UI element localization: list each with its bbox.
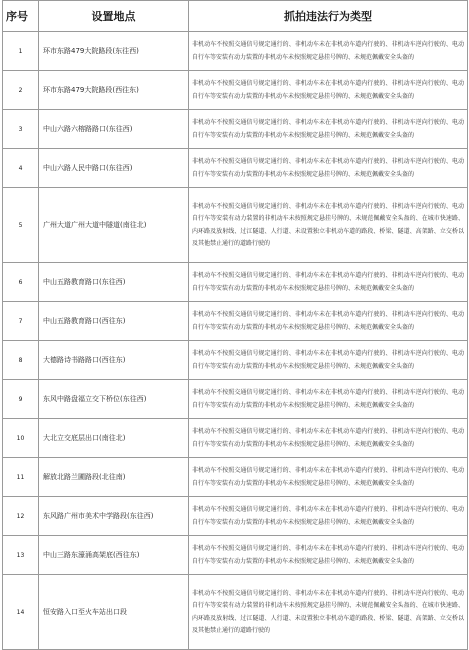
row-location: 东风路广州市美术中学路段(东往西) <box>39 497 189 536</box>
row-violation: 非机动车不按照交通信号规定通行的、非机动车未在非机动车道内行驶的、非机动车逆向行驶的、电动自行车等安装有动力装置的非机动车未按照规定悬挂号牌的、未规范佩戴安全头盔的 <box>189 149 468 188</box>
row-violation: 非机动车不按照交通信号规定通行的、非机动车未在非机动车道内行驶的、非机动车逆向行驶的、电动自行车等安装有动力装置的非机动车未按照规定悬挂号牌的、未规范佩戴安全头盔的 <box>189 536 468 575</box>
row-location: 环市东路479大院路段(东往西) <box>39 32 189 71</box>
table-row <box>3 71 468 110</box>
row-violation: 非机动车不按照交通信号规定通行的、非机动车未在非机动车道内行驶的、非机动车逆向行驶的、电动自行车等安装有动力装置的非机动车未按照规定悬挂号牌的、未规范佩戴安全头盔的 <box>189 458 468 497</box>
header-violation: 抓拍违法行为类型 <box>189 1 468 32</box>
header-location: 设置地点 <box>39 1 189 32</box>
row-seq: 7 <box>3 302 39 341</box>
row-violation: 非机动车不按照交通信号规定通行的、非机动车未在非机动车道内行驶的、非机动车逆向行驶的、电动自行车等安装有动力装置的非机动车未按照规定悬挂号牌的、未规范佩戴安全头盔的 <box>189 380 468 419</box>
row-location: 中山六路人民中路口(东往西) <box>39 149 189 188</box>
row-violation: 非机动车不按照交通信号规定通行的、非机动车未在非机动车道内行驶的、非机动车逆向行驶的、电动自行车等安装有动力装置的非机动车未按照规定悬挂号牌的、未规范佩戴安全头盔的 <box>189 341 468 380</box>
header-seq: 序号 <box>3 1 39 32</box>
row-seq: 4 <box>3 149 39 188</box>
row-location: 环市东路479大院路段(西往东) <box>39 71 189 110</box>
table-row <box>3 32 468 71</box>
enforcement-table <box>2 0 468 650</box>
row-seq: 8 <box>3 341 39 380</box>
row-location: 解放北路兰圃路段(北往南) <box>39 458 189 497</box>
row-location: 中山三路东濠涌高架底(西往东) <box>39 536 189 575</box>
row-location: 恒安路入口至火车站出口段 <box>39 575 189 650</box>
table-row <box>3 188 468 263</box>
row-location: 中山六路六榕路路口(东往西) <box>39 110 189 149</box>
row-violation: 非机动车不按照交通信号规定通行的、非机动车未在非机动车道内行驶的、非机动车逆向行驶的、电动自行车等安装有动力装置的非机动车未按照规定悬挂号牌的、未规范佩戴安全头盔的、在城市快速路、内环路及放射线、过江隧道、人行道、未设置独立非机动车道的路段、桥梁、隧道、高架路、立交桥以及其他禁止通行的道路行驶的 <box>189 575 468 650</box>
row-location: 中山五路教育路口(西往东) <box>39 302 189 341</box>
row-seq: 14 <box>3 575 39 650</box>
row-location: 广州大道广州大道中隧道(南往北) <box>39 188 189 263</box>
table-row <box>3 110 468 149</box>
table-row <box>3 419 468 458</box>
table-row <box>3 536 468 575</box>
row-seq: 5 <box>3 188 39 263</box>
row-seq: 10 <box>3 419 39 458</box>
row-location: 中山五路教育路口(东往西) <box>39 263 189 302</box>
table-row <box>3 458 468 497</box>
row-violation: 非机动车不按照交通信号规定通行的、非机动车未在非机动车道内行驶的、非机动车逆向行驶的、电动自行车等安装有动力装置的非机动车未按照规定悬挂号牌的、未规范佩戴安全头盔的 <box>189 497 468 536</box>
table-row <box>3 263 468 302</box>
table-row <box>3 575 468 650</box>
table-row <box>3 380 468 419</box>
row-seq: 6 <box>3 263 39 302</box>
row-violation: 非机动车不按照交通信号规定通行的、非机动车未在非机动车道内行驶的、非机动车逆向行驶的、电动自行车等安装有动力装置的非机动车未按照规定悬挂号牌的、未规范佩戴安全头盔的 <box>189 302 468 341</box>
row-violation: 非机动车不按照交通信号规定通行的、非机动车未在非机动车道内行驶的、非机动车逆向行驶的、电动自行车等安装有动力装置的非机动车未按照规定悬挂号牌的、未规范佩戴安全头盔的 <box>189 419 468 458</box>
row-violation: 非机动车不按照交通信号规定通行的、非机动车未在非机动车道内行驶的、非机动车逆向行驶的、电动自行车等安装有动力装置的非机动车未按照规定悬挂号牌的、未规范佩戴安全头盔的 <box>189 110 468 149</box>
row-location: 东风中路盘福立交下桥位(东往西) <box>39 380 189 419</box>
row-seq: 3 <box>3 110 39 149</box>
table-row <box>3 341 468 380</box>
table-row <box>3 149 468 188</box>
row-seq: 12 <box>3 497 39 536</box>
table-header-row <box>3 1 468 32</box>
row-seq: 2 <box>3 71 39 110</box>
table-row <box>3 302 468 341</box>
row-violation: 非机动车不按照交通信号规定通行的、非机动车未在非机动车道内行驶的、非机动车逆向行驶的、电动自行车等安装有动力装置的非机动车未按照规定悬挂号牌的、未规范佩戴安全头盔的、在城市快速路、内环路及放射线、过江隧道、人行道、未设置独立非机动车道的路段、桥梁、隧道、高架路、立交桥以及其他禁止通行的道路行驶的 <box>189 188 468 263</box>
row-seq: 11 <box>3 458 39 497</box>
row-location: 大北立交底层出口(南往北) <box>39 419 189 458</box>
row-violation: 非机动车不按照交通信号规定通行的、非机动车未在非机动车道内行驶的、非机动车逆向行驶的、电动自行车等安装有动力装置的非机动车未按照规定悬挂号牌的、未规范佩戴安全头盔的 <box>189 32 468 71</box>
table-row <box>3 497 468 536</box>
row-violation: 非机动车不按照交通信号规定通行的、非机动车未在非机动车道内行驶的、非机动车逆向行驶的、电动自行车等安装有动力装置的非机动车未按照规定悬挂号牌的、未规范佩戴安全头盔的 <box>189 263 468 302</box>
row-location: 大德路诗书路路口(西往东) <box>39 341 189 380</box>
row-violation: 非机动车不按照交通信号规定通行的、非机动车未在非机动车道内行驶的、非机动车逆向行驶的、电动自行车等安装有动力装置的非机动车未按照规定悬挂号牌的、未规范佩戴安全头盔的 <box>189 71 468 110</box>
row-seq: 9 <box>3 380 39 419</box>
row-seq: 1 <box>3 32 39 71</box>
row-seq: 13 <box>3 536 39 575</box>
